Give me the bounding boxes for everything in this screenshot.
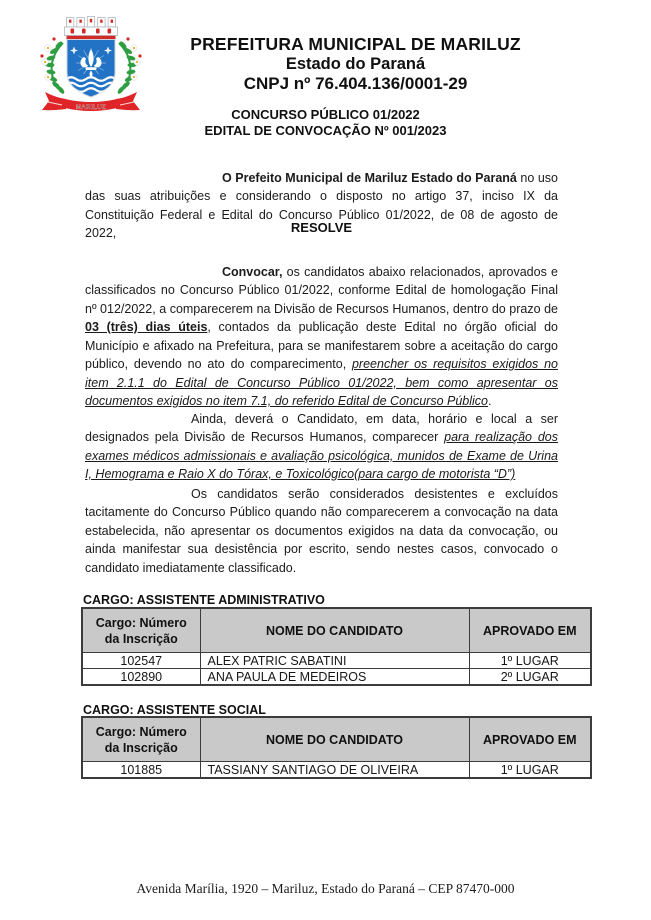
state-subtitle: Estado do Paraná — [285, 55, 426, 73]
table-row — [82, 762, 591, 779]
placement-cell: 2º LUGAR — [469, 669, 591, 686]
column-header-nome: NOME DO CANDIDATO — [200, 717, 469, 762]
letterhead — [60, 34, 651, 94]
candidate-name-cell: ALEX PATRIC SABATINI — [200, 653, 469, 669]
municipality-title: PREFEITURA MUNICIPAL DE MARILUZ — [190, 34, 521, 54]
mural-crown-icon — [65, 17, 118, 36]
column-header-nome: NOME DO CANDIDATO — [200, 608, 469, 653]
inscricao-cell: 101885 — [82, 762, 200, 779]
table-header-row — [82, 608, 591, 653]
convocacao-line: EDITAL DE CONVOCAÇÃO Nº 001/2023 — [204, 123, 447, 138]
table-row — [82, 669, 591, 686]
paragraph-exames: Ainda, deverá o Candidato, em data, horário e local a ser designados pela Divisão de Recursos Humanos, comparecer para realização dos exames médicos admissionais e avaliação psicológica, munidos de Exame de Urina I, Hemograma e Raio X do Tórax, e Toxicológico(para cargo de motorista “D”) — [85, 411, 558, 481]
edital-heading — [0, 107, 651, 139]
concurso-line: CONCURSO PÚBLICO 01/2022 — [231, 107, 420, 122]
ribbon-banner-text: MARILUZ — [75, 105, 107, 111]
candidate-name-cell: ANA PAULA DE MEDEIROS — [200, 669, 469, 686]
cargo-label-assistente-social: CARGO: ASSISTENTE SOCIAL — [83, 703, 266, 717]
column-header-inscricao: Cargo: Número da Inscrição — [82, 717, 200, 762]
table-row — [82, 653, 591, 669]
table-header-row — [82, 717, 591, 762]
inscricao-cell: 102890 — [82, 669, 200, 686]
placement-cell: 1º LUGAR — [469, 653, 591, 669]
candidate-name-cell: TASSIANY SANTIAGO DE OLIVEIRA — [200, 762, 469, 779]
resolve-heading: RESOLVE — [290, 220, 353, 235]
footer-address: Avenida Marília, 1920 – Mariluz, Estado do Paraná – CEP 87470-000 — [136, 881, 515, 896]
cargo-label-assistente-administrativo: CARGO: ASSISTENTE ADMINISTRATIVO — [83, 593, 325, 607]
paragraph-desistentes: Os candidatos serão considerados desistentes e excluídos tacitamente do Concurso Público quando não comparecerem a convocação na data estabelecida, não apresentar os documentos exigidos na data da convocação, ou ainda manifestar sua desistência por escrito, sendo nestes casos, convocado o candidato imediatamente classificado. — [85, 486, 558, 575]
paragraph-preamble: O Prefeito Municipal de Mariluz Estado do Paraná no uso das suas atribuições e considerando o disposto no artigo 37, inciso IX da Constituição Federal e Edital do Concurso Público 01/2022, de 08 de agosto de 2022, — [85, 170, 558, 240]
cnpj-line: CNPJ nº 76.404.136/0001-29 — [243, 74, 468, 93]
candidates-table-assistente-administrativo — [81, 607, 592, 686]
column-header-aprovado: APROVADO EM — [469, 608, 591, 653]
column-header-aprovado: APROVADO EM — [469, 717, 591, 762]
placement-cell: 1º LUGAR — [469, 762, 591, 779]
paragraph-convocar: Convocar, os candidatos abaixo relacionados, aprovados e classificados no Concurso Público 01/2022, conforme Edital de homologação Final nº 012/2022, a comparecerem na Divisão de Recursos Humanos, dentro do prazo de 03 (três) dias úteis, contados da publicação deste Edital no órgão oficial do Município e afixado na Prefeitura, para se manifestarem sobre a aceitação do cargo público, devendo no ato do comparecimento, preencher os requisitos exigidos no item 2.1.1 do Edital de Concurso Público 01/2022, bem como apresentar os documentos exigidos no item 7.1, do referido Edital de Concurso Público. — [85, 264, 559, 408]
column-header-inscricao: Cargo: Número da Inscrição — [82, 608, 200, 653]
candidates-table-assistente-social — [81, 716, 592, 779]
inscricao-cell: 102547 — [82, 653, 200, 669]
